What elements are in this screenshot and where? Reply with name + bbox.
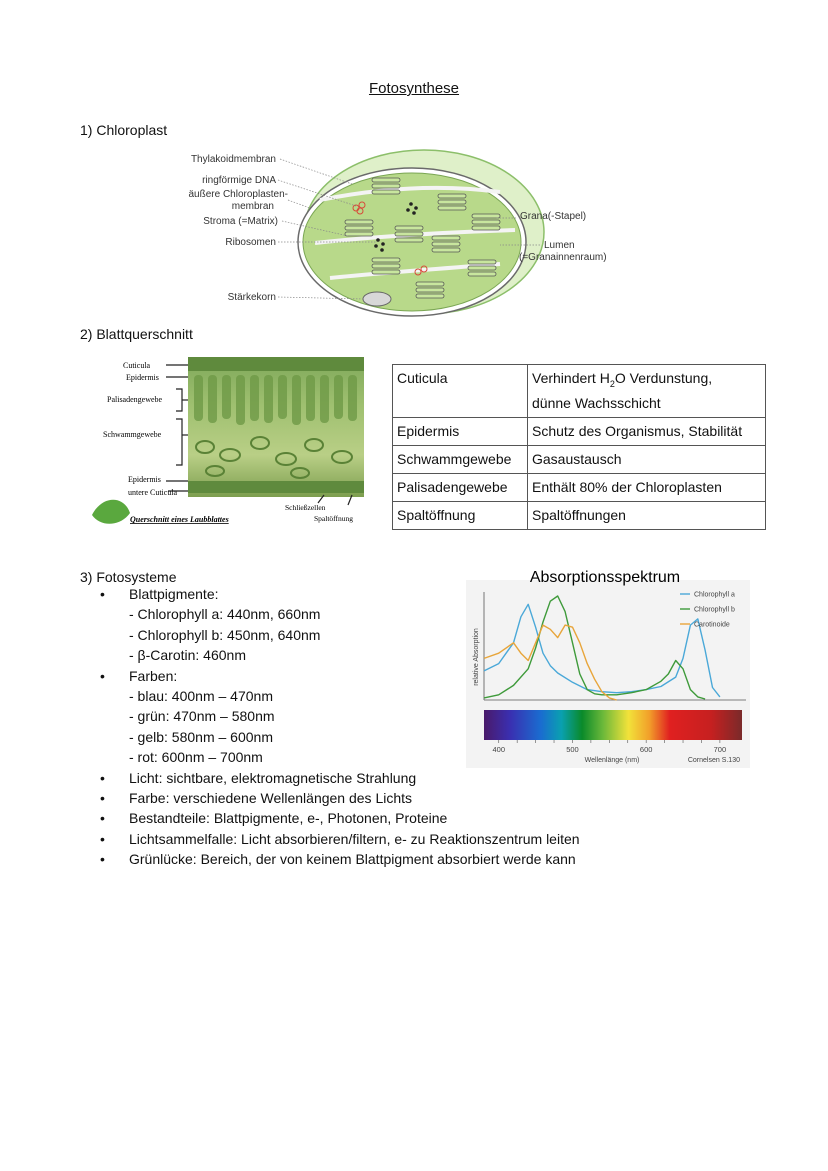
label-grana: Grana(-Stapel) [520,211,587,222]
leaf-cross-section-image [90,355,366,531]
table-cell-desc: Schutz des Organismus, Stabilität [528,417,766,445]
img-label-epidermis-lower: Epidermis [128,475,161,484]
sub-item: - rot: 600nm – 700nm [129,749,263,766]
label-aeussere-membran: äußere Chloroplasten- [188,189,288,200]
legend-label: Chlorophyll b [694,606,735,614]
list-item: • Lichtsammelfalle: Licht absorbieren/filtern, e- zu Reaktionszentrum leiten [100,829,580,849]
label-staerkekorn: Stärkekorn [227,292,276,303]
starch-grain [363,292,391,306]
leaf-structure-table [392,364,766,530]
absorption-chart [462,562,752,770]
section-heading-fotosysteme: 3) Fotosysteme [80,569,177,585]
chloroplast-diagram [180,148,620,320]
list-item: • Bestandteile: Blattpigmente, e-, Photonen, Proteine [100,808,580,828]
x-tick-label: 500 [566,745,579,754]
img-label-epidermis: Epidermis [126,373,159,382]
img-label-palisadengewebe: Palisadengewebe [107,395,163,404]
section-heading-chloroplast: 1) Chloroplast [80,122,168,138]
chart-title: Absorptionsspektrum [529,569,681,586]
table-cell-desc: Enthält 80% der Chloroplasten [528,473,766,501]
img-label-schliesszellen: Schließzellen [285,503,326,512]
img-label-spaltoeffnung: Spaltöffnung [314,514,354,523]
x-tick-label: 600 [639,745,653,754]
img-label-cuticula: Cuticula [123,361,151,370]
img-label-untere-cuticula: untere Cuticula [128,488,178,497]
table-row [393,417,766,445]
sub-item: - Chlorophyll a: 440nm, 660nm [129,606,321,623]
list-item: • Farben: - blau: 400nm – 470nm - grün: 470nm – 580nm - gelb: 580nm – 600nm - rot: 600nm – 700nm [100,666,580,768]
lower-epidermis-layer [188,481,364,493]
page-title: Fotosynthese [368,80,460,97]
label-stroma: Stroma (=Matrix) [203,216,278,227]
table-row [393,365,766,418]
chart-credit: Cornelsen S.130 [687,757,740,764]
table-cell-term: Cuticula [393,365,528,418]
x-tick-label: 700 [713,745,727,754]
list-item: • Farbe: verschiedene Wellenlängen des Lichts [100,788,580,808]
visible-spectrum-bar [484,710,742,740]
table-row [393,445,766,473]
label-thylakoidmembran: Thylakoidmembran [190,154,276,165]
upper-epidermis-layer [188,357,364,371]
table-cell-term: Palisadengewebe [393,473,528,501]
label-aeussere-membran-2: membran [231,201,274,212]
sub-item: - blau: 400nm – 470nm [129,688,273,705]
label-ringfoermige-dna: ringförmige DNA [202,175,276,186]
list-item: • Grünlücke: Bereich, der von keinem Blattpigment absorbiert werde kann [100,849,580,869]
label-granainnenraum: (=Granainnenraum) [519,252,607,263]
legend-label: Chlorophyll a [694,591,735,599]
chart-ylabel: relative Absorption [473,628,480,686]
sub-item: - gelb: 580nm – 600nm [129,728,273,745]
table-cell-term: Epidermis [393,417,528,445]
list-item: • Licht: sichtbare, elektromagnetische Strahlung [100,768,580,788]
legend-label: Carotinoide [694,621,730,629]
label-ribosomen: Ribosomen [225,237,276,248]
chart-xlabel: Wellenlänge (nm) [584,757,640,764]
leaf-icon [92,500,130,524]
table-cell-desc: Spaltöffnungen [528,501,766,529]
section-heading-blattquerschnitt: 2) Blattquerschnitt [80,326,193,342]
img-label-schwammgewebe: Schwammgewebe [103,430,162,439]
x-tick-label: 400 [492,745,506,754]
table-cell-term: Spaltöffnung [393,501,528,529]
table-row [393,501,766,529]
img-caption: Querschnitt eines Laubblattes [130,515,229,524]
table-cell-desc: Gasaustausch [528,445,766,473]
sub-item: - β-Carotin: 460nm [129,647,246,664]
sub-item: - grün: 470nm – 580nm [129,708,275,725]
label-lumen: Lumen [544,240,575,251]
table-cell-term: Schwammgewebe [393,445,528,473]
table-cell-desc: Verhindert $H_2O$ Verdunstung, dünne Wachsschicht [528,365,766,418]
table-row [393,473,766,501]
sub-item: - Chlorophyll b: 450nm, 640nm [129,626,321,643]
list-item: • Blattpigmente: - Chlorophyll a: 440nm, 660nm - Chlorophyll b: 450nm, 640nm - β-Carotin: 460nm [100,584,580,666]
